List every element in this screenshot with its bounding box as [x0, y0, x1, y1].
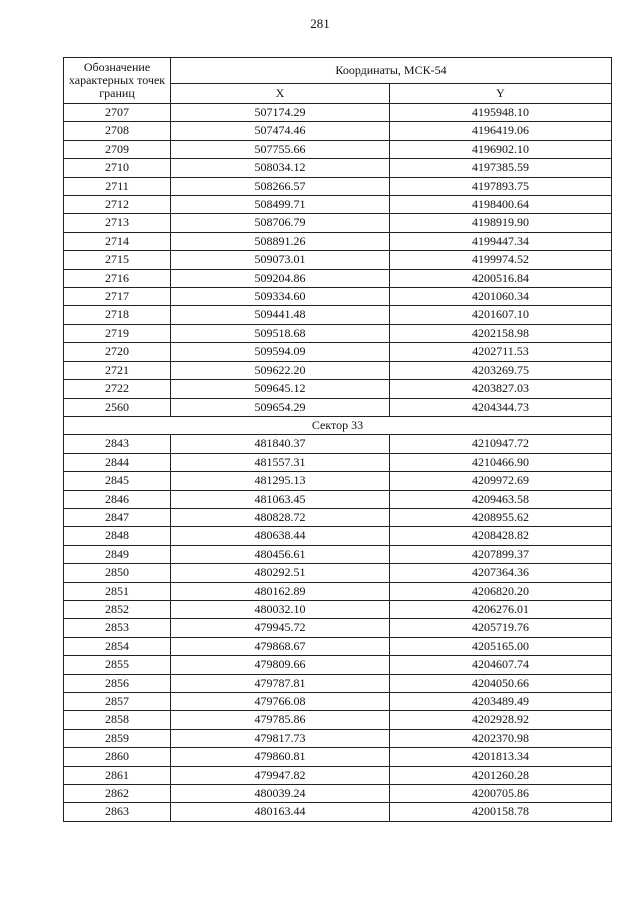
- table-row: [64, 693, 612, 711]
- table-row: [64, 527, 612, 545]
- x-cell: 480638.44: [171, 527, 390, 545]
- table-row: [64, 674, 612, 692]
- table-row: [64, 306, 612, 324]
- x-cell: 509334.60: [171, 288, 390, 306]
- point-cell: 2862: [64, 785, 171, 803]
- y-cell: 4205719.76: [390, 619, 612, 637]
- x-cell: 481557.31: [171, 453, 390, 471]
- table-row: [64, 619, 612, 637]
- x-cell: 509073.01: [171, 251, 390, 269]
- point-cell: 2717: [64, 288, 171, 306]
- point-cell: 2711: [64, 177, 171, 195]
- point-cell: 2849: [64, 545, 171, 563]
- y-cell: 4201607.10: [390, 306, 612, 324]
- y-cell: 4204344.73: [390, 398, 612, 416]
- point-cell: 2859: [64, 729, 171, 747]
- table-row: [64, 785, 612, 803]
- y-cell: 4204607.74: [390, 656, 612, 674]
- x-cell: 480456.61: [171, 545, 390, 563]
- y-cell: 4208428.82: [390, 527, 612, 545]
- y-cell: 4200158.78: [390, 803, 612, 821]
- point-cell: 2851: [64, 582, 171, 600]
- y-cell: 4208955.62: [390, 508, 612, 526]
- y-cell: 4209972.69: [390, 472, 612, 490]
- point-cell: 2710: [64, 159, 171, 177]
- x-cell: 479766.08: [171, 693, 390, 711]
- x-cell: 481295.13: [171, 472, 390, 490]
- table-row: [64, 288, 612, 306]
- y-cell: 4200516.84: [390, 269, 612, 287]
- header-coordinates: Координаты, МСК-54: [171, 58, 612, 84]
- y-cell: 4202928.92: [390, 711, 612, 729]
- x-cell: 479817.73: [171, 729, 390, 747]
- y-cell: 4196902.10: [390, 140, 612, 158]
- y-cell: 4207364.36: [390, 564, 612, 582]
- x-cell: 507755.66: [171, 140, 390, 158]
- point-cell: 2861: [64, 766, 171, 784]
- y-cell: 4197893.75: [390, 177, 612, 195]
- y-cell: 4197385.59: [390, 159, 612, 177]
- table-row: [64, 453, 612, 471]
- point-cell: 2855: [64, 656, 171, 674]
- x-cell: 507474.46: [171, 122, 390, 140]
- table-row: [64, 324, 612, 342]
- table-row: [64, 600, 612, 618]
- section-label: Сектор 33: [64, 416, 612, 434]
- table-row: [64, 343, 612, 361]
- point-cell: 2718: [64, 306, 171, 324]
- x-cell: 508266.57: [171, 177, 390, 195]
- x-cell: 509441.48: [171, 306, 390, 324]
- y-cell: 4199447.34: [390, 232, 612, 250]
- point-cell: 2721: [64, 361, 171, 379]
- y-cell: 4203827.03: [390, 380, 612, 398]
- x-cell: 479868.67: [171, 637, 390, 655]
- table-row: [64, 251, 612, 269]
- header-x: X: [171, 84, 390, 104]
- y-cell: 4201813.34: [390, 748, 612, 766]
- y-cell: 4203489.49: [390, 693, 612, 711]
- y-cell: 4200705.86: [390, 785, 612, 803]
- x-cell: 509594.09: [171, 343, 390, 361]
- table-row: [64, 490, 612, 508]
- point-cell: 2719: [64, 324, 171, 342]
- x-cell: 509204.86: [171, 269, 390, 287]
- header-point-designation: Обозначение характерных точек границ: [64, 58, 171, 104]
- point-cell: 2714: [64, 232, 171, 250]
- table-row: [64, 122, 612, 140]
- point-cell: 2843: [64, 435, 171, 453]
- x-cell: 479787.81: [171, 674, 390, 692]
- y-cell: 4209463.58: [390, 490, 612, 508]
- y-cell: 4198919.90: [390, 214, 612, 232]
- table-body-top: [64, 104, 612, 417]
- y-cell: 4206820.20: [390, 582, 612, 600]
- table-row: [64, 564, 612, 582]
- x-cell: 479809.66: [171, 656, 390, 674]
- x-cell: 509622.20: [171, 361, 390, 379]
- y-cell: 4206276.01: [390, 600, 612, 618]
- page-number: 281: [310, 16, 330, 31]
- point-cell: 2857: [64, 693, 171, 711]
- x-cell: 509518.68: [171, 324, 390, 342]
- x-cell: 481840.37: [171, 435, 390, 453]
- point-cell: 2713: [64, 214, 171, 232]
- y-cell: 4201260.28: [390, 766, 612, 784]
- x-cell: 507174.29: [171, 104, 390, 122]
- table-body-bottom: [64, 435, 612, 822]
- x-cell: 480039.24: [171, 785, 390, 803]
- point-cell: 2560: [64, 398, 171, 416]
- point-cell: 2850: [64, 564, 171, 582]
- y-cell: 4204050.66: [390, 674, 612, 692]
- y-cell: 4202370.98: [390, 729, 612, 747]
- point-cell: 2847: [64, 508, 171, 526]
- point-cell: 2858: [64, 711, 171, 729]
- y-cell: 4207899.37: [390, 545, 612, 563]
- table-row: [64, 269, 612, 287]
- x-cell: 508891.26: [171, 232, 390, 250]
- point-cell: 2852: [64, 600, 171, 618]
- y-cell: 4195948.10: [390, 104, 612, 122]
- y-cell: 4202711.53: [390, 343, 612, 361]
- table-row: [64, 380, 612, 398]
- y-cell: 4201060.34: [390, 288, 612, 306]
- x-cell: 479947.82: [171, 766, 390, 784]
- x-cell: 509654.29: [171, 398, 390, 416]
- point-cell: 2845: [64, 472, 171, 490]
- x-cell: 508034.12: [171, 159, 390, 177]
- x-cell: 479945.72: [171, 619, 390, 637]
- table-row: [64, 545, 612, 563]
- x-cell: 480162.89: [171, 582, 390, 600]
- table-row: [64, 104, 612, 122]
- point-cell: 2715: [64, 251, 171, 269]
- x-cell: 480828.72: [171, 508, 390, 526]
- y-cell: 4205165.00: [390, 637, 612, 655]
- table-row: [64, 582, 612, 600]
- table-row: [64, 637, 612, 655]
- table-row: [64, 159, 612, 177]
- point-cell: 2854: [64, 637, 171, 655]
- table-row: [64, 656, 612, 674]
- x-cell: 480163.44: [171, 803, 390, 821]
- x-cell: 480292.51: [171, 564, 390, 582]
- table-row: [64, 472, 612, 490]
- y-cell: 4210947.72: [390, 435, 612, 453]
- point-cell: 2709: [64, 140, 171, 158]
- table-row: [64, 232, 612, 250]
- y-cell: 4198400.64: [390, 196, 612, 214]
- table-row: [64, 766, 612, 784]
- x-cell: 479860.81: [171, 748, 390, 766]
- table-row: [64, 435, 612, 453]
- point-cell: 2860: [64, 748, 171, 766]
- point-cell: 2712: [64, 196, 171, 214]
- x-cell: 509645.12: [171, 380, 390, 398]
- point-cell: 2856: [64, 674, 171, 692]
- table-row: [64, 748, 612, 766]
- y-cell: 4199974.52: [390, 251, 612, 269]
- x-cell: 480032.10: [171, 600, 390, 618]
- y-cell: 4210466.90: [390, 453, 612, 471]
- table-row: [64, 729, 612, 747]
- table-row: [64, 140, 612, 158]
- header-y: Y: [390, 84, 612, 104]
- x-cell: 481063.45: [171, 490, 390, 508]
- table-row: [64, 711, 612, 729]
- table-row: [64, 803, 612, 821]
- point-cell: 2716: [64, 269, 171, 287]
- point-cell: 2708: [64, 122, 171, 140]
- table-row: [64, 177, 612, 195]
- point-cell: 2707: [64, 104, 171, 122]
- table-row: [64, 196, 612, 214]
- table-row: [64, 214, 612, 232]
- point-cell: 2863: [64, 803, 171, 821]
- point-cell: 2846: [64, 490, 171, 508]
- y-cell: 4196419.06: [390, 122, 612, 140]
- y-cell: 4203269.75: [390, 361, 612, 379]
- point-cell: 2853: [64, 619, 171, 637]
- x-cell: 479785.86: [171, 711, 390, 729]
- table-row: [64, 508, 612, 526]
- table-row: [64, 398, 612, 416]
- point-cell: 2720: [64, 343, 171, 361]
- x-cell: 508499.71: [171, 196, 390, 214]
- x-cell: 508706.79: [171, 214, 390, 232]
- point-cell: 2848: [64, 527, 171, 545]
- y-cell: 4202158.98: [390, 324, 612, 342]
- point-cell: 2844: [64, 453, 171, 471]
- table-row: [64, 361, 612, 379]
- coordinates-table: [63, 57, 612, 822]
- section-row: [64, 416, 612, 434]
- point-cell: 2722: [64, 380, 171, 398]
